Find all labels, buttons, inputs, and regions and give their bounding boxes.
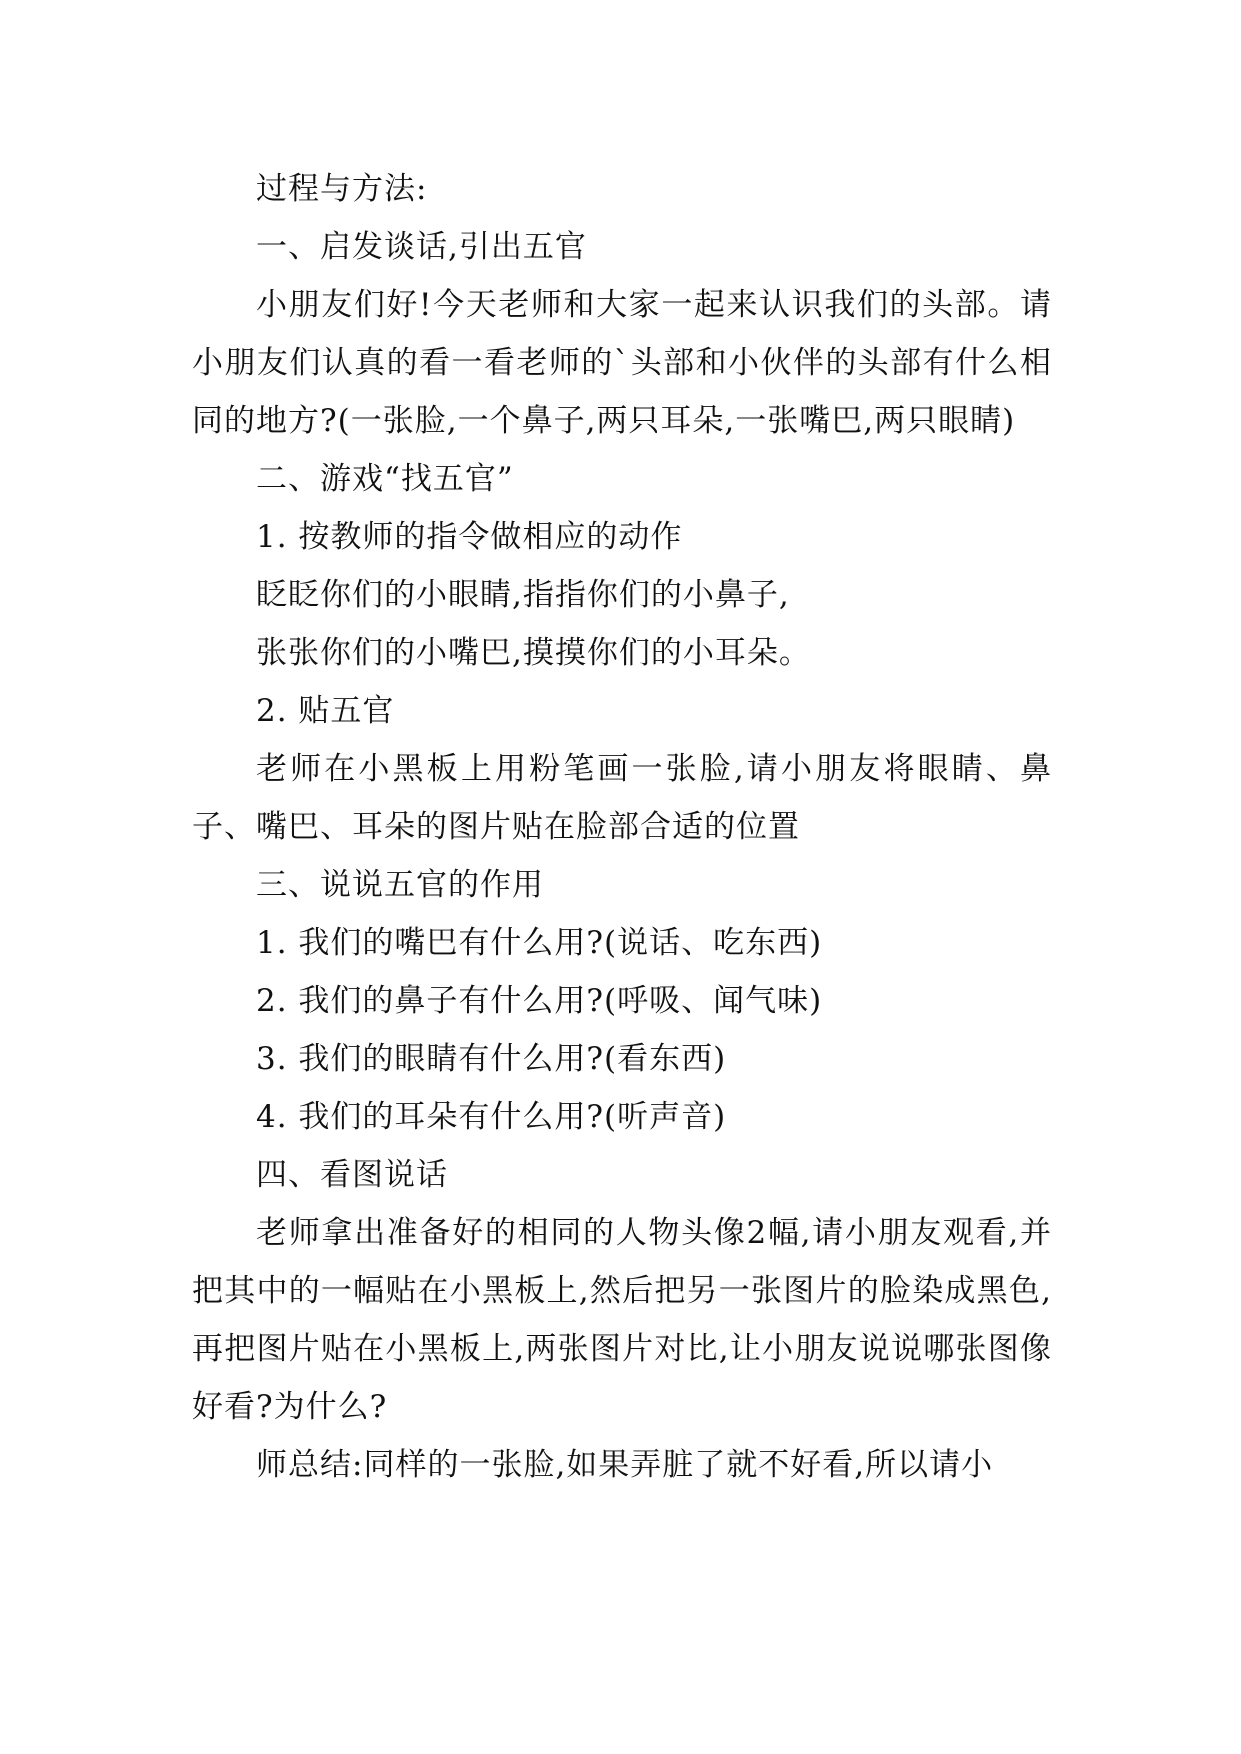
list-item-mouth: 1. 我们的嘴巴有什么用?(说话、吃东西) — [256, 925, 823, 961]
paragraph-teacher-summary: 师总结:同样的一张脸,如果弄脏了就不好看,所以请小 — [256, 1447, 994, 1483]
paragraph-blackboard-activity: 老师在小黑板上用粉笔画一张脸,请小朋友将眼睛、鼻子、嘴巴、耳朵的图片贴在脸部合适的位置 — [192, 751, 1052, 845]
list-item-follow-commands: 1. 按教师的指令做相应的动作 — [256, 519, 683, 555]
list-item-paste-features: 2. 贴五官 — [256, 693, 395, 729]
paragraph-rhyme-line-2: 张张你们的小嘴巴,摸摸你们的小耳朵。 — [256, 635, 811, 671]
paragraph-greeting: 小朋友们好!今天老师和大家一起来认识我们的头部。请小朋友们认真的看一看老师的`头部和小伙伴的头部有什么相同的地方?(一张脸,一个鼻子,两只耳朵,一张嘴巴,两只眼睛) — [192, 287, 1052, 439]
document-body — [192, 160, 1052, 1494]
section-heading-part-one: 一、启发谈话,引出五官 — [256, 229, 587, 265]
list-item-eyes: 3. 我们的眼睛有什么用?(看东西) — [256, 1041, 727, 1077]
section-heading-process-and-method: 过程与方法: — [256, 171, 428, 207]
section-heading-part-three: 三、说说五官的作用 — [256, 867, 544, 903]
paragraph-picture-comparison: 老师拿出准备好的相同的人物头像2幅,请小朋友观看,并把其中的一幅贴在小黑板上,然后把另一张图片的脸染成黑色,再把图片贴在小黑板上,两张图片对比,让小朋友说说哪张图像好看?为什么? — [192, 1215, 1052, 1425]
section-heading-part-two: 二、游戏“找五官” — [256, 461, 514, 497]
paragraph-rhyme-line-1: 眨眨你们的小眼睛,指指你们的小鼻子, — [256, 577, 790, 613]
list-item-ears: 4. 我们的耳朵有什么用?(听声音) — [256, 1099, 727, 1135]
list-item-nose: 2. 我们的鼻子有什么用?(呼吸、闻气味) — [256, 983, 823, 1019]
section-heading-part-four: 四、看图说话 — [256, 1157, 448, 1193]
